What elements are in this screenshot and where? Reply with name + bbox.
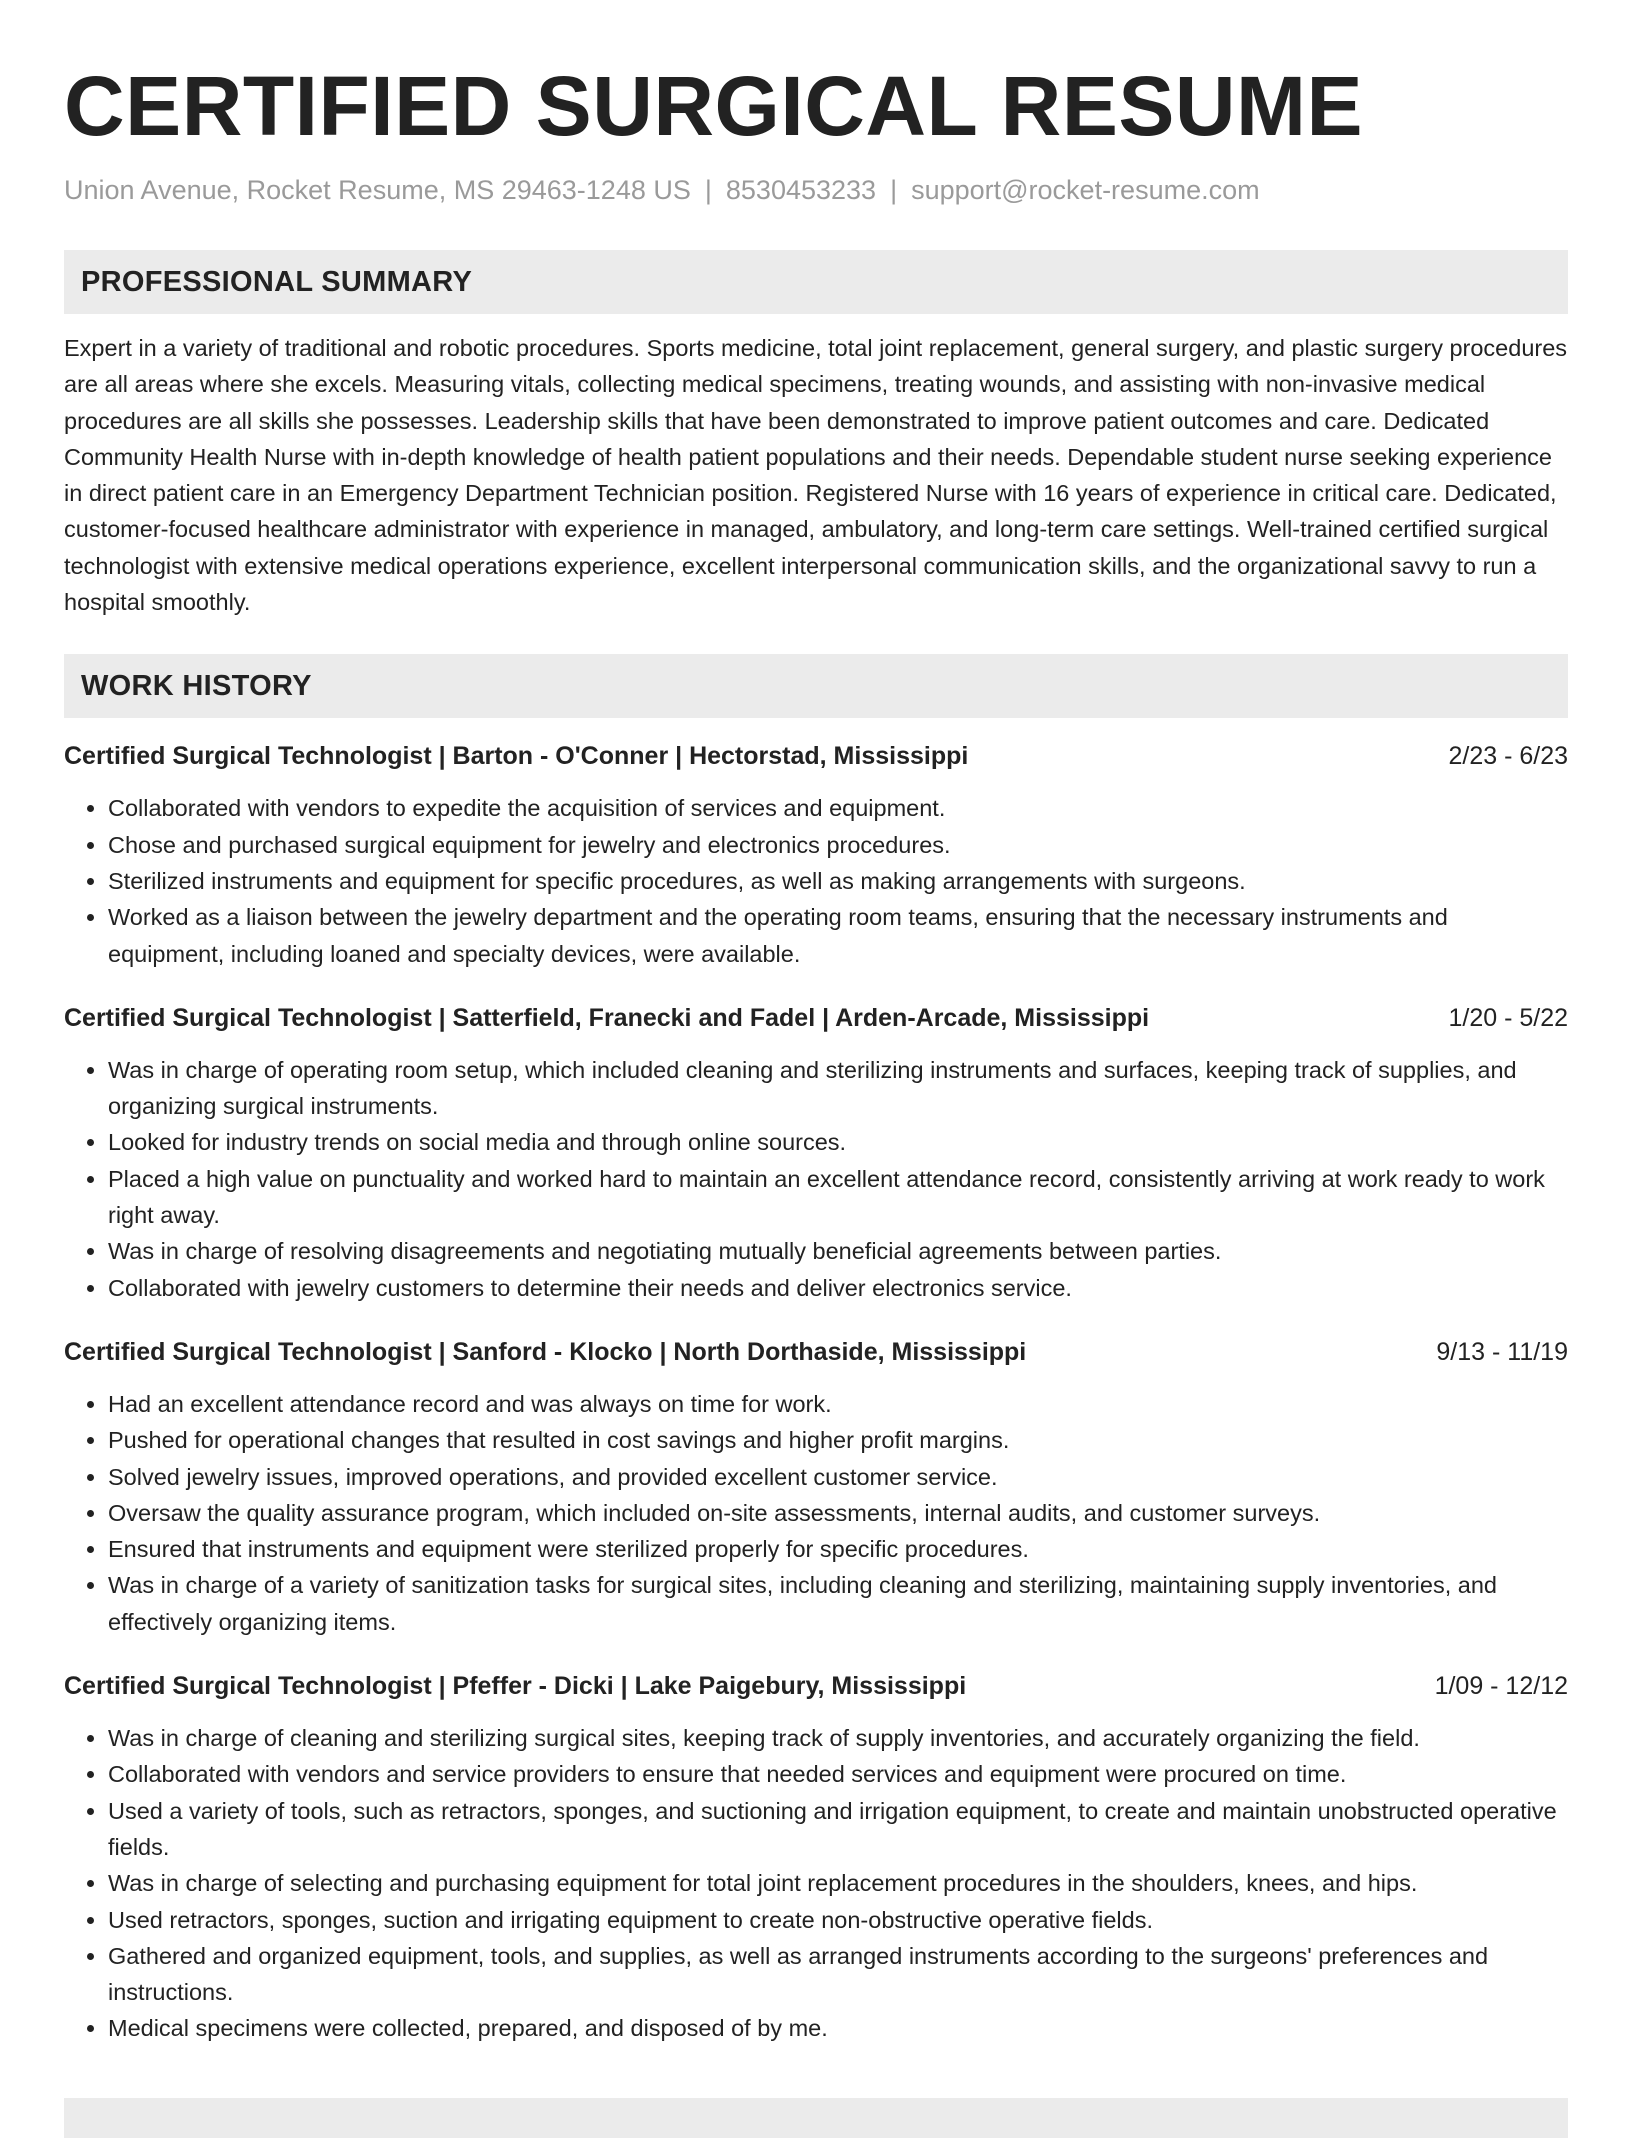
job-dates: 9/13 - 11/19: [1436, 1337, 1568, 1366]
job-bullet: • Worked as a liaison between the jewelry department and the operating room teams, ensuring that the necessary instruments and equipment, including loaned and specialty devices, were available.: [108, 899, 1568, 972]
contact-line: [64, 172, 1568, 208]
job-entry: [64, 1668, 1568, 2047]
next-section-header: [64, 2098, 1568, 2138]
contact-separator: |: [704, 175, 712, 205]
job-title: Certified Surgical Technologist | Pfeffer - Dicki | Lake Paigebury, Mississippi: [64, 1672, 967, 1701]
job-bullets: [64, 1052, 1568, 1306]
job-bullet: • Collaborated with vendors to expedite the acquisition of services and equipment.: [108, 790, 1568, 826]
job-bullet: • Ensured that instruments and equipment were sterilized properly for specific procedures.: [108, 1531, 1568, 1567]
job-entry: [64, 1000, 1568, 1306]
job-entry: [64, 738, 1568, 971]
job-bullets: [64, 1386, 1568, 1640]
job-bullet: • Had an excellent attendance record and was always on time for work.: [108, 1386, 1568, 1422]
job-bullet: • Was in charge of operating room setup, which included cleaning and sterilizing instruments and surfaces, keeping track of supplies, and organizing surgical instruments.: [108, 1052, 1568, 1125]
job-bullets: [64, 1720, 1568, 2047]
contact-email: support@rocket-resume.com: [911, 175, 1260, 205]
job-bullet: • Looked for industry trends on social media and through online sources.: [108, 1124, 1568, 1160]
job-title: Certified Surgical Technologist | Satterfield, Franecki and Fadel | Arden-Arcade, Mississippi: [64, 1003, 1150, 1032]
job-bullet: • Sterilized instruments and equipment for specific procedures, as well as making arrangements with surgeons.: [108, 863, 1568, 899]
job-bullet: • Used retractors, sponges, suction and irrigating equipment to create non-obstructive operative fields.: [108, 1902, 1568, 1938]
section-header-summary: PROFESSIONAL SUMMARY: [64, 250, 1568, 314]
contact-separator: |: [890, 175, 898, 205]
job-bullet: • Collaborated with vendors and service providers to ensure that needed services and equipment were procured on time.: [108, 1756, 1568, 1792]
section-header-work-history: WORK HISTORY: [64, 654, 1568, 718]
job-bullet: • Was in charge of cleaning and sterilizing surgical sites, keeping track of supply inventories, and accurately organizing the field.: [108, 1720, 1568, 1756]
job-bullet: • Was in charge of a variety of sanitization tasks for surgical sites, including cleaning and sterilizing, maintaining supply inventories, and effectively organizing items.: [108, 1567, 1568, 1640]
job-header: [64, 1000, 1568, 1036]
job-bullet: • Chose and purchased surgical equipment for jewelry and electronics procedures.: [108, 827, 1568, 863]
job-bullet: • Medical specimens were collected, prepared, and disposed of by me.: [108, 2010, 1568, 2046]
job-header: [64, 1668, 1568, 1704]
job-header: [64, 1334, 1568, 1370]
job-bullet: • Placed a high value on punctuality and worked hard to maintain an excellent attendance record, consistently arriving at work ready to work right away.: [108, 1161, 1568, 1234]
job-title: Certified Surgical Technologist | Sanford - Klocko | North Dorthaside, Mississippi: [64, 1337, 1027, 1366]
resume-title: CERTIFIED SURGICAL RESUME: [64, 59, 1364, 153]
job-bullet: • Was in charge of selecting and purchasing equipment for total joint replacement procedures in the shoulders, knees, and hips.: [108, 1865, 1568, 1901]
contact-address: Union Avenue, Rocket Resume, MS 29463-1248 US: [64, 175, 691, 205]
summary-text: Expert in a variety of traditional and robotic procedures. Sports medicine, total joint replacement, general surgery, and plastic surgery procedures are all areas where she excels. Measuring vitals, collecting medical specimens, treating wounds, and assisting with non-invasive medical procedures are all skills she possesses. Leadership skills that have been demonstrated to improve patient outcomes and care. Dedicated Community Health Nurse with in-depth knowledge of health patient populations and their needs. Dependable student nurse seeking experience in direct patient care in an Emergency Department Technician position. Registered Nurse with 16 years of experience in critical care. Dedicated, customer-focused healthcare administrator with experience in managed, ambulatory, and long-term care settings. Well-trained certified surgical technologist with extensive medical operations experience, excellent interpersonal communication skills, and the organizational savvy to run a hospital smoothly.: [64, 335, 1568, 616]
job-dates: 1/20 - 5/22: [1448, 1003, 1568, 1032]
job-bullets: [64, 790, 1568, 971]
job-bullet: • Pushed for operational changes that resulted in cost savings and higher profit margins.: [108, 1422, 1568, 1458]
job-bullet: • Used a variety of tools, such as retractors, sponges, and suctioning and irrigation equipment, to create and maintain unobstructed operative fields.: [108, 1793, 1568, 1866]
job-bullet: • Oversaw the quality assurance program, which included on-site assessments, internal audits, and customer surveys.: [108, 1495, 1568, 1531]
job-entry: [64, 1334, 1568, 1640]
job-dates: 1/09 - 12/12: [1434, 1672, 1568, 1701]
job-bullet: • Was in charge of resolving disagreements and negotiating mutually beneficial agreements between parties.: [108, 1233, 1568, 1269]
job-title: Certified Surgical Technologist | Barton - O'Conner | Hectorstad, Mississippi: [64, 742, 969, 771]
job-bullet: • Gathered and organized equipment, tools, and supplies, as well as arranged instruments according to the surgeons' preferences and instructions.: [108, 1938, 1568, 2011]
job-dates: 2/23 - 6/23: [1448, 742, 1568, 771]
contact-phone: 8530453233: [725, 175, 877, 205]
job-bullet: • Solved jewelry issues, improved operations, and provided excellent customer service.: [108, 1459, 1568, 1495]
job-bullet: • Collaborated with jewelry customers to determine their needs and deliver electronics service.: [108, 1270, 1568, 1306]
job-header: [64, 738, 1568, 774]
